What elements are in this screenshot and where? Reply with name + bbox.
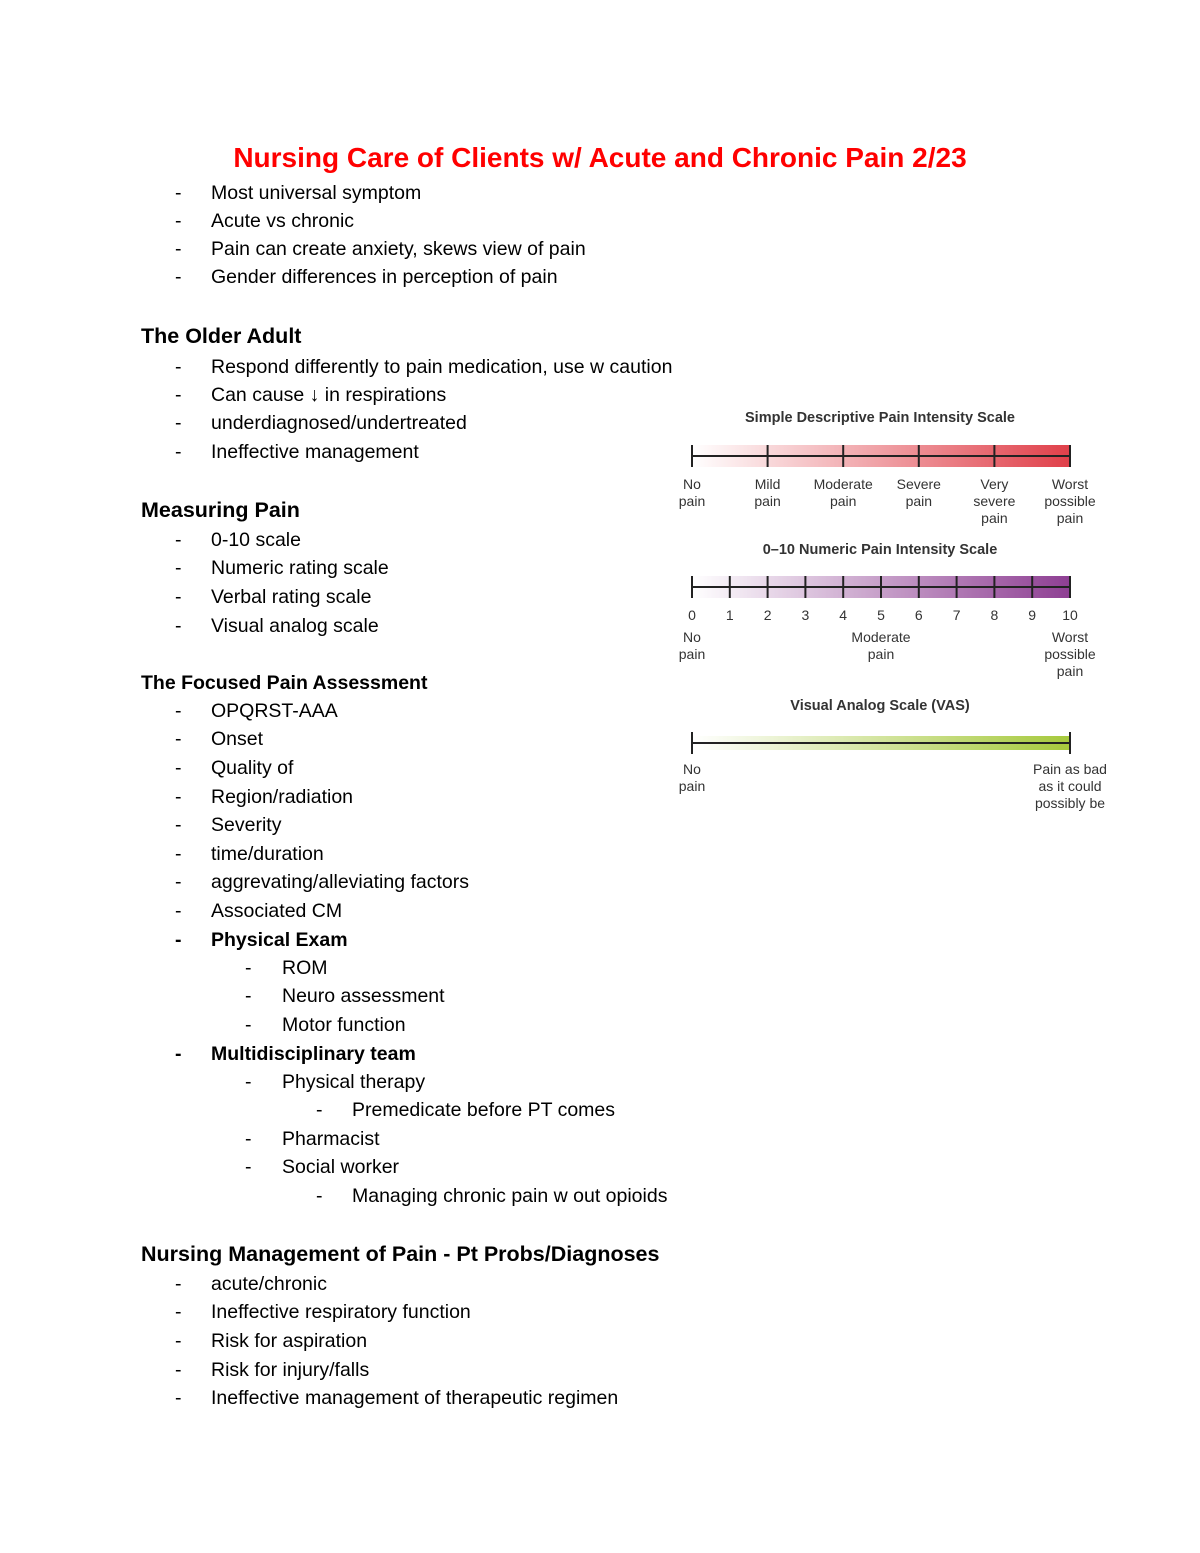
numeric-scale-title: 0–10 Numeric Pain Intensity Scale [762,542,998,558]
vas-label-end-line: Pain as bad [1033,761,1107,777]
numeric-scale-label-line: Worst [1051,629,1089,645]
vas-label-end-line: as it could [1038,778,1102,794]
section-heading-focused-assessment: The Focused Pain Assessment [141,672,428,694]
numeric-scale-label [851,629,910,662]
numeric-scale-number: 1 [725,607,734,623]
vas-label-start [679,761,705,794]
section-heading-measuring-pain: Measuring Pain [141,498,300,522]
descriptive-scale-label [897,476,942,509]
vas-label-start-line: pain [678,778,706,794]
descriptive-scale-label-line: pain [754,493,781,509]
numeric-scale [679,576,1096,679]
vas-label-end-line: possibly be [1034,795,1106,811]
descriptive-scale-label [973,476,1015,526]
section-heading-nursing-management: Nursing Management of Pain - Pt Probs/Diagnoses [141,1242,660,1266]
numeric-scale-label-line: pain [867,646,895,662]
descriptive-scale-label-line: Severe [896,476,941,492]
numeric-scale-number: 5 [877,607,885,623]
numeric-scale-number: 7 [952,607,961,623]
descriptive-scale-label-line: pain [981,510,1008,526]
descriptive-scale-label-line: possible [1044,493,1096,509]
descriptive-scale-label [754,476,780,509]
descriptive-scale-label-line: pain [905,493,933,509]
numeric-scale-number: 10 [1062,607,1078,623]
descriptive-scale-label [814,476,873,509]
numeric-scale-number: 8 [990,607,999,623]
section-heading-older-adult: The Older Adult [141,324,302,348]
numeric-scale-number: 0 [688,607,696,623]
numeric-scale-number: 2 [763,607,772,623]
descriptive-scale-label-line: pain [1056,510,1084,526]
numeric-scale-label [679,629,705,662]
descriptive-scale-label-line: No [683,476,701,492]
numeric-scale-label-line: pain [678,646,706,662]
descriptive-scale-label-line: Very [980,476,1009,492]
descriptive-scale-label-line: Worst [1051,476,1089,492]
descriptive-scale-label [1044,476,1096,526]
numeric-scale-label [1044,629,1096,679]
numeric-scale-label-line: No [683,629,701,645]
descriptive-scale-label-line: pain [678,493,706,509]
descriptive-scale-label-line: Moderate [813,476,873,492]
numeric-scale-number: 9 [1028,607,1037,623]
descriptive-scale-label-line: severe [973,493,1016,509]
vas-label-end [1033,761,1107,811]
descriptive-scale [679,445,1096,526]
descriptive-scale-label-line: Mild [754,476,781,492]
numeric-scale-label-line: pain [1056,663,1084,679]
descriptive-scale-label-line: pain [829,493,857,509]
descriptive-scale-label [679,476,705,509]
numeric-scale-number: 6 [914,607,923,623]
numeric-scale-label-line: Moderate [851,629,911,645]
pain-scales-figure [660,398,1130,818]
vas-scale-title: Visual Analog Scale (VAS) [790,698,970,714]
vas-label-start-line: No [683,761,701,777]
visual-analog-scale [679,732,1107,811]
page-title: Nursing Care of Clients w/ Acute and Chronic Pain 2/23 [233,142,967,173]
numeric-scale-number: 4 [839,607,848,623]
numeric-scale-number: 3 [801,607,810,623]
descriptive-scale-title: Simple Descriptive Pain Intensity Scale [745,410,1015,426]
numeric-scale-label-line: possible [1044,646,1096,662]
